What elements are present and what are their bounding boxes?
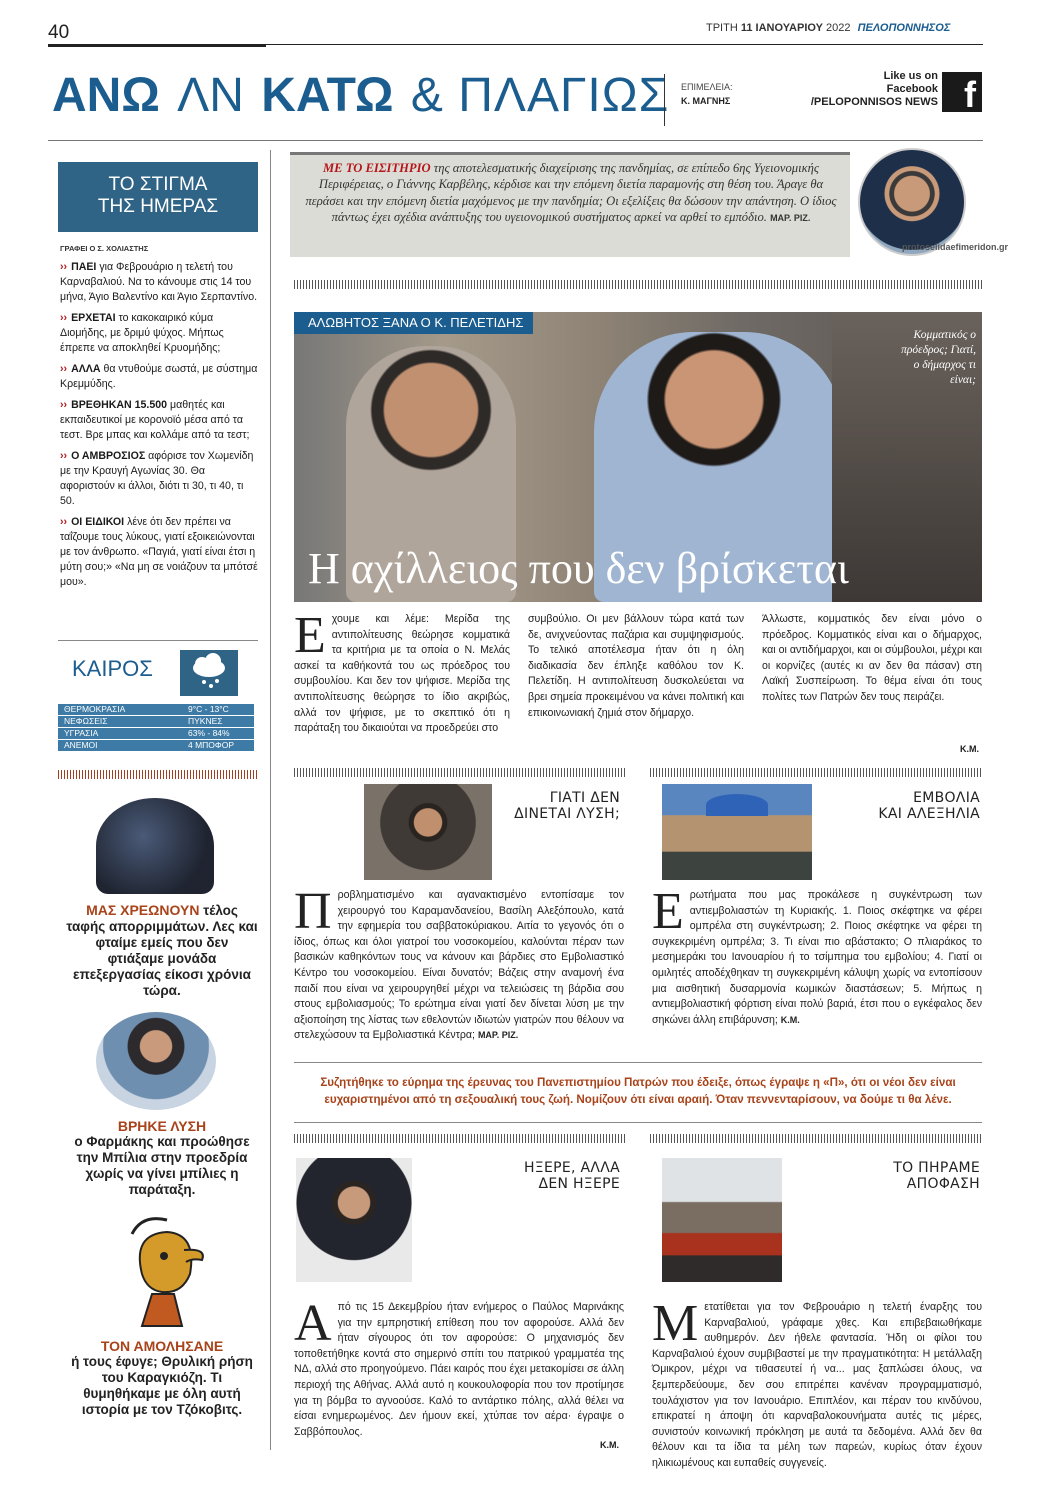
bullet-item: ›› ΑΛΛΑ θα ντυθούμε σωστά, με σύστημα Κρεμμύδης. [60,363,258,390]
date-bold: 11 ΙΑΝΟΥΑΡΙΟΥ [740,22,823,34]
story-d-headline: ΤΟ ΠΗΡΑΜΕ ΑΠΟΦΑΣΗ [893,1160,980,1192]
top-box-lead: ΜΕ ΤΟ ΕΙΣΙΤΗΡΙΟ [322,161,431,175]
sidebar-divider [270,150,271,1450]
weather-row: ΘΕΡΜΟΚΡΑΣΙΑ 9°C - 13°C [58,704,254,716]
story-c-drop-cap: Α [294,1295,332,1352]
story-c-text: Α πό τις 15 Δεκεμβρίου ήταν ενήμερος ο Παύλος Μαρινάκης για την εμπρηστική επίθεση που τον αφορούσε. Αλλά δεν ήταν σίγουρος ότι τον αφορούσε: Ο μηχανισμός δεν τοποθετήθηκε κοντά στο σημερινό σπίτι του πατρικού γραμματέα της ΝΔ, αλλά στο προηγούμενο. Πάει καιρός που έχει μετακομίσει σε άλλη περιοχή της Αθήνας. Αλλά αυτό η κουκουλοφορία που τον προτίμησε για τη βόμβα το αγνοούσε. Καλό το αντάρτικο πόλης, αλλά θέλει να είσαι ενημερωμένος. Δεν ήμουν εκεί, χτύπαε τον αέρα· έγραψε ο Σαββόπουλος. [294,1295,624,1438]
story-b-sig: Κ.Μ. [780,1014,800,1025]
weather-row: ΥΓΡΑΣΙΑ 63% - 84% [58,728,254,740]
page-number: 40 [48,22,70,43]
banner-rule-bottom [294,1122,982,1123]
main-drop-cap: Ε [294,607,326,664]
date-day: ΤΡΙΤΗ [706,22,738,34]
story-a-drop-cap: Π [294,883,332,940]
header-rule [48,44,983,45]
trash-photo [96,798,214,894]
main-col-3: Άλλωστε, κομματικός δεν είναι μόνο ο πρόεδρος. Κομματικός είναι και ο δήμαρχος, και οι αντιδήμαρχοι, και οι σύμβουλοι, μέχρι και οι κορνίζες (αυτές κι αν δεν θα πάσαν) στη Λαϊκή Συσπείρωση. Το θέμα είναι ότι τους πολίτες των Πατρών δεν τους πειράζει. [762,613,982,703]
facebook-icon[interactable]: f [942,72,982,112]
item1-text: ΜΑΣ ΧΡΕΩΝΟΥΝ τέλος ταφής απορριμμάτων. Λες και φταίμε εμείς που δεν φτιάξαμε μονάδα επεξεργασίας είκοσι χρόνια τώρα. [66,902,258,998]
story-d-photo [662,1158,782,1282]
item3-title: ΤΟΝ ΑΜΟΛΗΣΑΝΕ [100,1338,224,1354]
stigma-byline: ΓΡΑΦΕΙ Ο Σ. ΧΟΛΙΑΣΤΗΣ [60,244,149,253]
row3-hatch-right [650,1134,982,1143]
stigma-title-1: ΤΟ ΣΤΙΓΜΑ [108,174,208,195]
story-c-photo [296,1158,412,1282]
dateline [706,22,950,34]
section-title [52,66,669,126]
facebook-word: Facebook [886,83,938,95]
banner-text: Συζητήθηκε το εύρημα της έρευνας του Πανεπιστημίου Πατρών που έδειξε, όπως έγραψε η «Π», ότι οι νέοι δεν είναι ευχαριστημένοι από τη σεξουαλική τους ζωή. Νομίζουν ότι είναι αραιή. Όταν πεννενταρίσουν, να δούμε τι θα λένε. [320,1076,956,1106]
weather-title: ΚΑΙΡΟΣ [72,656,153,681]
bullet-item: ›› ΕΡΧΕΤΑΙ το κακοκαιρικό κύμα Διομήδης, με δριμύ ψύχος. Μήπως έπρεπε να αποκληθεί Κρυομήδης; [60,312,224,354]
story-d-text: Μ ετατίθεται για τον Φεβρουάριο η τελετή έναρξης του Καρναβαλιού, γράφαμε χθες. Και επιβεβαιωθήκαμε αυθημερόν. Δεν ήθελε φαντασία. Ήδη οι φίλοι του Καρναβαλιού έχουν συμβιβαστεί με την πραγματικότητα: Η μετάλλαξη Όμικρον, μέχρι να τιθασευτεί ή να... μας ξαπλώσει όλους, να ξεμπερδεύουμε, δεν σου επιτρέπει κανέναν προγραμματισμό, τουλάχιστον για τον Ιανουάριο. Επιπλέον, και πέραν του κινδύνου, επικρατεί η άποψη ότι καρναβαλοκουνήματα αυτές τις μέρες, συνιστούν κοινωνική πρόκληση με αυτά τα δεδομένα. Αλλά δεν θα θέλουν και τα ίδια τα μέλη των παρεών, κυρίως όταν έχουν ηλικιωμένους και ευπαθείς συγγενείς. [652,1295,982,1469]
paper-name: ΠΕΛΟΠΟΝΝΗΣΟΣ [857,22,951,34]
stigma-box [58,162,258,232]
main-sig: Κ.Μ. [960,744,979,754]
story-d-drop-cap: Μ [652,1295,699,1352]
watermark: protoselidaefimeridon.gr [902,242,1009,252]
bullet-item: ›› ΟΙ ΕΙΔΙΚΟΙ λένε ότι δεν πρέπει να ταΐζουμε τους λύκους, γιατί εξοικειώνονται με τον άνθρωπο. «Παγιά, γιατί είναι έτσι η μύτη σου;» «Να μη σε νοιάζουν τα μπότσέ μου». [60,516,258,588]
story-a-sig: ΜΑΡ. ΡΙΖ. [477,1030,519,1041]
header-bottom-rule [48,140,983,141]
title-ln: ΛΝ [177,69,244,122]
story-a-text: Π ροβληματισμένο και αγανακτισμένο εντοπίσαμε τον χειρουργό του Καραμανδανείου, Βασίλη Αλεξόπουλο, κατά την εφημερία του σαββατοκύριακου. Αιτία το γεγονός ότι ο ίδιος, όπως και όλοι γιατροί του νοσοκομείου, καλούνται πέραν των βασικών καθηκόντων τους να κάνουν και βάρδιες στο Εμβολιαστικό Κέντρο του νοσοκομείου. Είναι δυνατόν; Βάζεις στην αναμονή ένα παιδί που είναι να χειρουργηθεί μέχρι να τελειώσεις τη βάρδια σου στους εμβολιασμούς; Το ερώτημα είναι γιατί δεν δίνεται λύση με την αξιοποίηση της λίστας των εθελοντών ιδιωτών γιατρών που θέλουν να στελεχώσουν τα Εμβολιαστικά Κέντρα; ΜΑΡ. ΡΙΖ. [294,883,624,1042]
cloud-rain-icon [180,650,238,696]
editor-box [664,74,755,126]
title-plagios: & ΠΛΑΓΙΩΣ [410,69,670,122]
story-b-headline: ΕΜΒΟΛΙΑ ΚΑΙ ΑΛΕΞΗΛΙΑ [878,790,980,822]
farmakis-photo [96,1012,216,1110]
main-caption: Κομματικός ο πρόεδρος; Γιατί, ο δήμαρχος τι είναι; [901,329,976,386]
row2-hatch-right [650,768,982,777]
top-box-text: ΜΕ ΤΟ ΕΙΣΙΤΗΡΙΟ της αποτελεσματικής διαχείρισης της πανδημίας, σε επίπεδο 6ης Υγειονομικής Περιφέρειας, ο Γιάννης Καρβέλης, κέρδισε και την επόμενη διετία παραμονής στη θέση του. Άραγε θα περάσει και την επόμενη διετία μαχόμενος με την πανδημία; Οι εξελίξεις θα δώσουν την απάντηση. Ο ίδιος πάντως έχει σχέδια ανάπτυξης του υγειονομικού συστήματος αρκεί να αρθεί το εμπόδιο. ΜΑΡ. ΡΙΖ. [305,161,837,225]
weather-row: ΑΝΕΜΟΙ 4 ΜΠΟΦΟΡ [58,740,254,752]
bullet-item: ›› ΒΡΕΘΗΚΑΝ 15.500 μαθητές και εκπαιδευτικοί με κορονοϊό μέσα από τα τεστ. Βρε μπας και κολλάμε από τα τεστ; [60,399,250,441]
banner-rule-top [294,1062,982,1063]
story-b-drop-cap: Ε [652,883,684,940]
weather-row: ΝΕΦΩΣΕΙΣ ΠΥΚΝΕΣ [58,716,254,728]
stigma-title-2: ΤΗΣ ΗΜΕΡΑΣ [97,196,219,217]
story-c-sig: Κ.Μ. [600,1440,619,1450]
main-hatch [294,280,982,289]
facebook-page: /PELOPONNISOS NEWS [810,96,938,108]
stigma-bullets [60,260,260,596]
editor-name: Κ. ΜΑΓΝΗΣ [681,96,731,106]
story-b-text: Ε ρωτήματα που μας προκάλεσε η συγκέντρωση των αντιεμβολιαστών τη Κυριακής. 1. Ποιος σκέφτηκε να φέρει ομπρέλα στη συγκέντρωση; 2. Ποιος σκέφτηκε να φέρει τη συγκεκριμένη ομπρέλα; 3. Τι είναι πιο αβάστακτο; Ο πλιαράκος το μεσημεράκι του Ιανουαρίου ή το τσίμπημα του εμβολίου; 4. Γιατί οι ομιλητές αποδέχθηκαν τη συγκεκριμένη κάλυψη χωρίς να εντοπίσουν μια αισθητική δυσαρμονία κωμικών διαστάσεων; 5. Μήπως η αντιεμβολιαστική φόρτιση είναι πολύ βαριά, έτσι που ο εγκέφαλος δεν σηκώνει άλλη επιβάρυνση; Κ.Μ. [652,883,982,1026]
item1-title: ΜΑΣ ΧΡΕΩΝΟΥΝ [86,902,200,918]
story-b-photo [662,784,812,880]
like-us: Like us on [883,70,938,82]
story-c-headline: ΗΞΕΡΕ, ΑΛΛΑ ΔΕΝ ΗΞΕΡΕ [523,1160,620,1192]
karvelis-photo [858,148,966,256]
weather-rule [58,640,258,641]
item2-text: ΒΡΗΚΕ ΛΥΣΗ ο Φαρμάκης και προώθησε την Μπίλια στην προεδρία χωρίς να γίνει μπίλιες η παράταξη. [66,1118,258,1198]
facebook-promo [772,70,938,109]
story-a-headline: ΓΙΑΤΙ ΔΕΝ ΔΙΝΕΤΑΙ ΛΥΣΗ; [514,790,620,822]
weather-table [58,704,254,752]
item3-text: ΤΟΝ ΑΜΟΛΗΣΑΝΕ ή τους έφυγε; Θρυλική ρήση του Καραγκιόζη. Τι θυμηθήκαμε με όλη αυτή ιστορία με τον Τζόκοβιτς. [66,1338,258,1418]
editor-label: ΕΠΙΜΕΛΕΙΑ: [681,82,733,92]
row2-hatch-left [294,768,626,777]
row3-hatch-left [294,1134,626,1143]
title-kato: ΚΑΤΩ [261,69,394,122]
top-box-sig: ΜΑΡ. ΡΙΖ. [770,213,811,224]
date-year: 2022 [826,22,851,34]
karagiozis-drawing [112,1214,212,1330]
bullet-item: ›› ΠΑΕΙ για Φεβρουάριο η τελετή του Καρναβαλιού. Να το κάνουμε στις 14 του μήνα, Άγιο Βαλεντίνο και Άγιο Σερπαντίνο. [60,261,258,303]
main-col-1: Ε χουμε και λέμε: Μερίδα της αντιπολίτευσης θεώρησε κομματικά τα κριτήρια με τα οποία ο Ν. Μελάς ασκεί τα καθήκοντά του ως πρόεδρος του συμβουλίου. Και δεν τον ψήφισε. Μερίδα της αντιπολίτευσης θεώρησε το ίδιο ακριβώς, αλλά τον ψήφισε, με το σκεπτικό ότι η παράταξη του δικαιούται να προεδρεύει στο [294,607,510,735]
bullet-item: ›› Ο ΑΜΒΡΟΣΙΟΣ αφόρισε τον Χωμενίδη με την Κραυγή Αγωνίας 30. Θα αφοριστούν κι άλλοι, διότι τι 30, τι 40, τι 50. [60,450,254,507]
main-col-2: συμβούλιο. Οι μεν βάλλουν τώρα κατά των δε, ανιχνεύοντας παζάρια και συμψηφισμούς. Το τελικό αποτέλεσμα ήταν ότι η όλη διαδικασία δεν έπληξε καθόλου τον Κ. Πελετίδη. Η αντιπολίτευση δυσκολεύεται να βρει σημεία προκειμένου να κάνει πολιτική και επικοινωνιακή ζημιά στον δήμαρχο. [528,613,744,719]
story-a-photo [364,784,492,880]
sidebar-hatch [58,770,258,779]
title-ano: ΑΝΩ [52,69,160,122]
main-kicker: ΑΛΩΒΗΤΟΣ ΞΑΝΑ Ο Κ. ΠΕΛΕΤΙΔΗΣ [294,312,533,334]
main-headline: Η αχίλλειος που δεν βρίσκεται [308,544,849,593]
item2-title: ΒΡΗΚΕ ΛΥΣΗ [117,1118,207,1134]
